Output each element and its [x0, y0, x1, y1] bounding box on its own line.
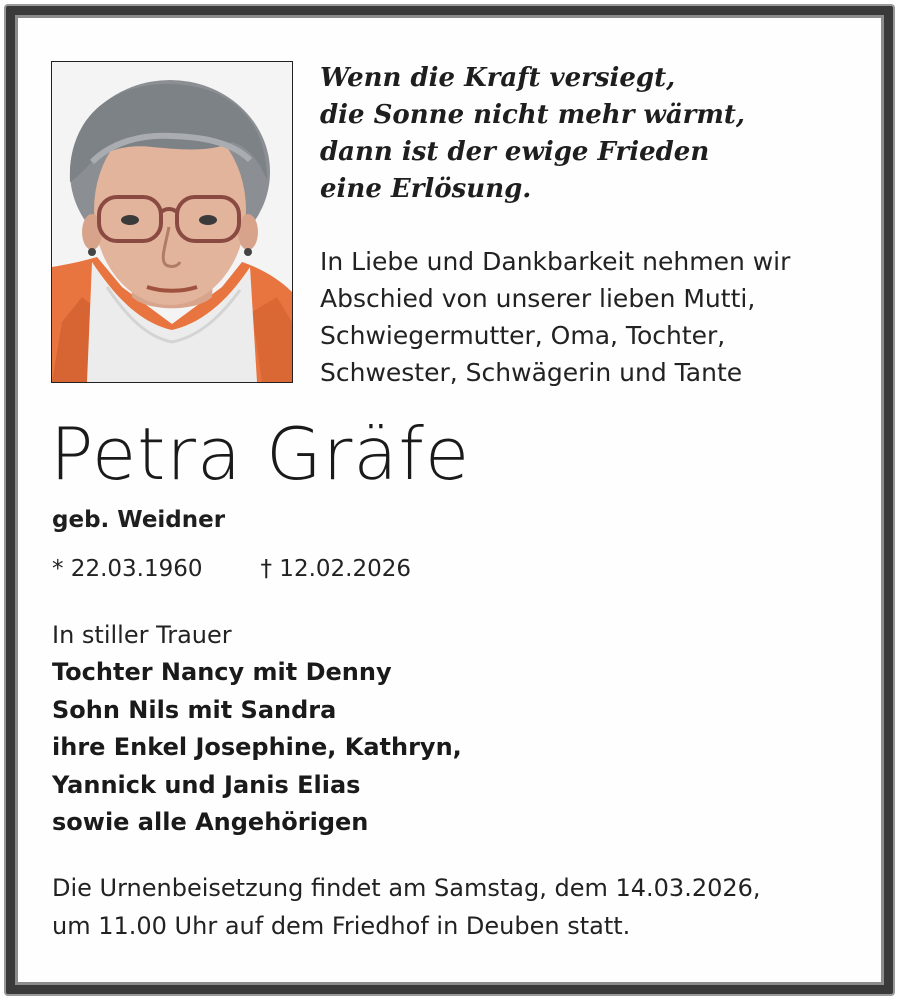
deceased-name: Petra Gräfe: [50, 412, 471, 496]
poem-line: Wenn die Kraft versiegt,: [320, 63, 676, 93]
funeral-line: um 11.00 Uhr auf dem Friedhof in Deuben statt.: [52, 911, 631, 940]
mourner-entry: Sohn Nils mit Sandra: [52, 695, 337, 724]
poem-line: eine Erlösung.: [320, 174, 532, 204]
mourner-entry: sowie alle Angehörigen: [52, 808, 369, 836]
farewell-text: [320, 243, 870, 391]
farewell-line: Schwiegermutter, Oma, Tochter,: [320, 321, 726, 350]
birth-date: * 22.03.1960: [52, 556, 203, 582]
portrait-photo: [51, 61, 293, 383]
funeral-notice: [52, 870, 761, 945]
funeral-line: Die Urnenbeisetzung findet am Samstag, dem 14.03.2026,: [52, 874, 761, 902]
portrait-illustration: [52, 62, 292, 382]
farewell-line: In Liebe und Dankbarkeit nehmen wir: [320, 247, 791, 276]
farewell-line: Abschied von unserer lieben Mutti,: [320, 284, 756, 313]
mourning-heading: In stiller Trauer: [52, 621, 232, 649]
mourners-list: [52, 654, 462, 842]
mourner-entry: Tochter Nancy mit Denny: [52, 658, 392, 686]
life-dates: [52, 551, 411, 587]
death-date: † 12.02.2026: [260, 556, 411, 582]
poem-line: die Sonne nicht mehr wärmt,: [320, 100, 745, 130]
mourner-entry: Yannick und Janis Elias: [52, 770, 361, 799]
farewell-line: Schwester, Schwägerin und Tante: [320, 358, 743, 387]
poem-line: dann ist der ewige Frieden: [320, 137, 710, 167]
obituary-poem: [320, 60, 860, 208]
maiden-name: geb. Weidner: [52, 507, 226, 533]
mourner-entry: ihre Enkel Josephine, Kathryn,: [52, 733, 462, 761]
